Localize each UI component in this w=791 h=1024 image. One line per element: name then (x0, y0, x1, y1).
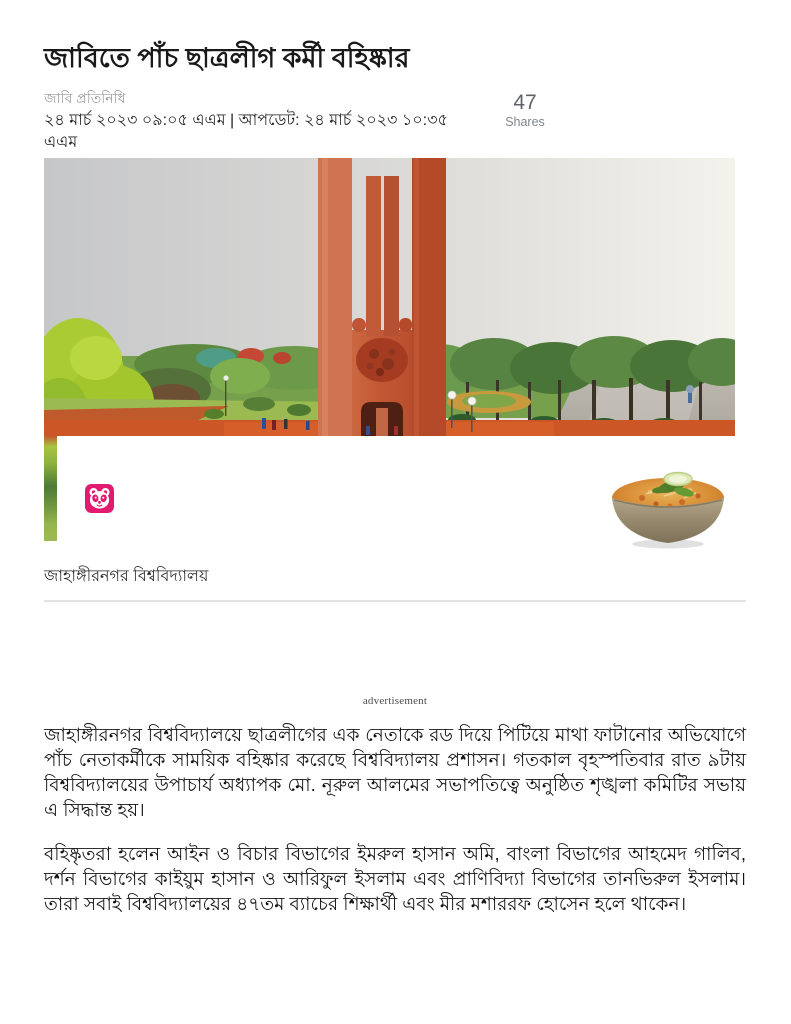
share-count-label: Shares (505, 115, 545, 129)
advertisement-label: advertisement (362, 695, 428, 707)
foodpanda-ad-banner[interactable] (57, 436, 735, 554)
article-meta (44, 90, 746, 154)
content-divider (44, 600, 746, 602)
dateline: ২৪ মার্চ ২০২৩ ০৯:০৫ এএম | আপডেট: ২৪ মার্চ ২০২৩ ১০:৩৫ এএম (44, 112, 448, 151)
share-counter (490, 90, 560, 130)
photo-caption: জাহাঙ্গীরনগর বিশ্ববিদ্যালয় (44, 568, 209, 585)
article-paragraph: বহিষ্কৃতরা হলেন আইন ও বিচার বিভাগের ইমরুল হাসান অমি, বাংলা বিভাগের আহমেদ গালিব, দর্শন বিভাগের কাইয়ুম হাসান ও আরিফুল ইসলাম এবং প্রাণিবিদ্যা বিভাগের তানভিরুল ইসলাম। তারা সবাই বিশ্ববিদ্যালয়ের ৪৭তম ব্যাচের শিক্ষার্থী এবং মীর মশাররফ হোসেন হলে থাকেন। (44, 843, 746, 914)
article-photo (44, 158, 735, 554)
monument-photo-illustration (44, 158, 735, 436)
article-body (44, 722, 746, 916)
share-count: 47 (513, 91, 537, 114)
foodpanda-logo-icon[interactable] (85, 484, 114, 513)
byline: জাবি প্রতিনিধি (44, 90, 126, 106)
photo-edge-strip (44, 436, 57, 541)
food-bowl-image[interactable] (606, 470, 730, 550)
article-paragraph: জাহাঙ্গীরনগর বিশ্ববিদ্যালয়ে ছাত্রলীগের এক নেতাকে রড দিয়ে পিটিয়ে মাথা ফাটানোর অভিযোগে পাঁচ নেতাকর্মীকে সাময়িক বহিষ্কার করেছে বিশ্ববিদ্যালয় প্রশাসন। গতকাল বৃহস্পতিবার রাত ৯টায় বিশ্ববিদ্যালয়ের উপাচার্য অধ্যাপক মো. নূরুল আলমের সভাপতিত্বে অনুষ্ঠিত শৃঙ্খলা কমিটির সভায় এ সিদ্ধান্ত হয়। (44, 724, 746, 820)
article-figure (44, 158, 746, 587)
page-title: জাবিতে পাঁচ ছাত্রলীগ কর্মী বহিষ্কার (44, 43, 410, 73)
byline-block (44, 90, 484, 154)
